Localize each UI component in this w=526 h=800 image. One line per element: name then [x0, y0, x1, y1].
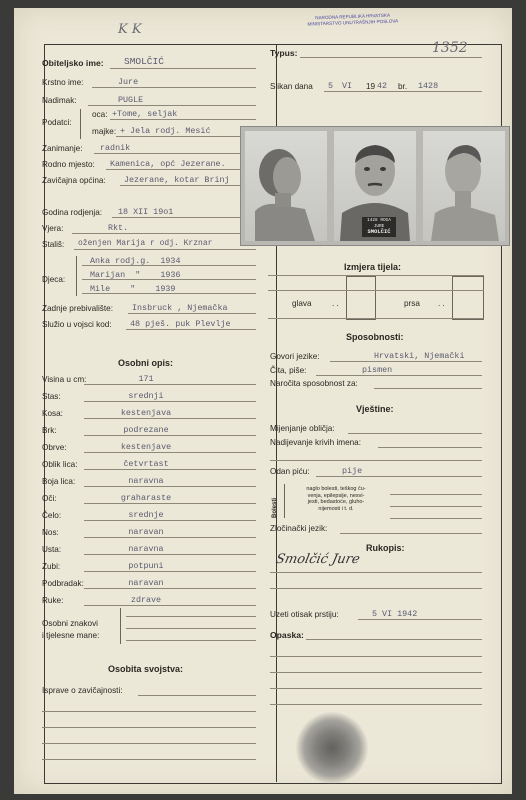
rule [82, 265, 256, 266]
rule [88, 105, 256, 106]
photo-year: 42 [377, 81, 388, 91]
stamp-line-2: MINISTARSTVO UNUTRAŠNJIH POSLOVA [307, 18, 399, 27]
description-label: Stas: [42, 392, 61, 401]
profile-right-photo [423, 131, 505, 241]
religion-label: Vjera: [42, 224, 64, 233]
rule [42, 759, 256, 760]
residence-label: Zadnje prebivalište: [42, 304, 113, 313]
rule [270, 672, 482, 673]
profile-left-photo [245, 131, 327, 241]
description-title: Osobni opis: [118, 358, 173, 368]
diseases-line-2: venja, epilepsije, nesvi- [307, 492, 365, 499]
child-row-3: Mile " 1939 [90, 284, 176, 294]
description-label: Boja lica: [42, 477, 76, 486]
front-photo [334, 131, 416, 241]
photo-day: 5 [328, 81, 334, 91]
photo-year-prefix: 19 [366, 82, 376, 91]
mother-label: majke: [92, 127, 117, 136]
municipality-label: Zavičajna općina: [42, 176, 106, 185]
type-label: Typus: [270, 48, 298, 58]
surname-value: SMOLČIĆ [124, 56, 164, 67]
diseases-vertical: Bolesti [272, 497, 278, 518]
rule [126, 329, 256, 330]
nickname-value: PUGLE [118, 95, 144, 105]
rule [72, 233, 256, 234]
face-change-label: Mijenjanje obličja: [270, 424, 335, 433]
rule [390, 494, 482, 495]
measure-box-right [452, 276, 484, 320]
rule [270, 572, 482, 573]
birthplace-label: Rodno mjesto: [42, 160, 95, 169]
marks-label-1: Osobni znakovi [42, 619, 98, 628]
languages-label: Govori jezike: [270, 352, 320, 361]
fingerprint-date-value: 5 VI 1942 [372, 609, 418, 619]
plate-line-3: SMOLČIĆ [367, 228, 391, 235]
description-value: potpuni [128, 561, 164, 571]
measure-box-left [346, 276, 376, 320]
photo-date-label: Slikan dana [270, 82, 313, 91]
diseases-line-3: jesti, bedastoće, gluho- [307, 499, 365, 505]
residence-value: Insbruck , Njemačka [132, 303, 228, 313]
skills-title: Vještine: [356, 404, 394, 414]
rule [390, 518, 482, 519]
rule [84, 418, 256, 419]
rule [330, 361, 482, 362]
rule [126, 640, 256, 641]
rule [84, 384, 256, 385]
name-plate [362, 218, 396, 235]
description-value: 171 [138, 374, 154, 384]
file-number: 1352 [432, 40, 468, 56]
rule [84, 537, 256, 538]
rule [340, 533, 482, 534]
rule [84, 554, 256, 555]
rule [84, 452, 256, 453]
occupation-label: Zanimanje: [42, 144, 83, 153]
rule [74, 249, 256, 250]
rule [84, 401, 256, 402]
note-label: Opaska: [270, 630, 304, 640]
rule [82, 279, 256, 280]
signature: Smolčić Jure [274, 552, 362, 567]
description-value: naravan [128, 578, 164, 588]
description-value: naravan [128, 527, 164, 537]
plate-line-1: 1428 ROGA [367, 218, 391, 223]
religion-value: Rkt. [108, 223, 129, 233]
description-value: srednji [128, 391, 164, 401]
details-label: Podatci: [42, 118, 72, 127]
description-label: Visina u cm: [42, 375, 87, 384]
abilities-title: Sposobnosti: [346, 332, 404, 342]
fingerprint-date-label: Uzeti otisak prstiju: [270, 610, 339, 619]
rule [390, 506, 482, 507]
municipality-value: Jezerane, kotar Brinj [124, 175, 230, 185]
rule [268, 290, 484, 291]
military-label: Služio u vojsci kod: [42, 320, 112, 329]
rule [92, 87, 256, 88]
literacy-value: pismen [362, 365, 393, 375]
profile-left-figure [245, 131, 327, 241]
description-value: naravna [128, 544, 164, 554]
false-names-label: Nadijevanje krivih imena: [270, 438, 362, 447]
surname-label: Obiteljsko ime: [42, 58, 104, 68]
rule [84, 503, 256, 504]
conduct-label: Isprave o zavičajnosti: [42, 686, 123, 695]
child-row-1: Anka rodj.g. 1934 [90, 256, 181, 266]
rule [270, 688, 482, 689]
children-label: Djeca: [42, 275, 66, 284]
rule [348, 433, 482, 434]
official-stamp [298, 12, 409, 44]
mugshot-photo [240, 126, 510, 246]
rule [42, 743, 256, 744]
rule [358, 619, 482, 620]
rule [270, 704, 482, 705]
status-label: Stališ: [42, 240, 65, 249]
rule [94, 153, 256, 154]
rule [84, 486, 256, 487]
description-value: kestenjave [120, 442, 172, 452]
handwritten-kk: K K [118, 22, 142, 37]
rule [316, 476, 482, 477]
rule [84, 520, 256, 521]
description-label: Čelo: [42, 511, 62, 520]
rule [374, 388, 482, 389]
photo-no-label: br. [398, 82, 408, 91]
rule [126, 628, 256, 629]
brace [76, 256, 77, 296]
measure-head-dots: . . [332, 299, 339, 308]
status-value: oženjen Marija r odj. Krznar [78, 239, 213, 248]
drink-label: Odan piću: [270, 467, 310, 476]
rule [126, 616, 256, 617]
rule [120, 185, 256, 186]
traits-title: Osobita svojstva: [108, 664, 184, 674]
brace [284, 484, 285, 518]
rule [378, 447, 482, 448]
diseases-line-1: naglo bolesti, teškog ču- [306, 486, 366, 492]
rule [106, 169, 256, 170]
rule [84, 571, 256, 572]
mother-value: + Jela rodj. Mesić [120, 126, 211, 136]
fingerprint-mark [296, 712, 368, 784]
rule [82, 293, 256, 294]
brace [120, 608, 121, 644]
father-value: +Tome, seljak [112, 109, 178, 119]
description-label: Ruke: [42, 596, 64, 605]
occupation-value: radnik [100, 143, 131, 153]
child-row-2: Marijan " 1936 [90, 270, 181, 280]
marks-label-2: i tjelesne mane: [42, 631, 100, 640]
rule [42, 711, 256, 712]
stamp-line-1: NARODNA REPUBLIKA HRVATSKA [315, 12, 391, 21]
rule [42, 727, 256, 728]
diseases-text [286, 486, 386, 512]
measure-head-label: glava [292, 299, 312, 308]
description-label: Zubi: [42, 562, 61, 571]
photo-no: 1428 [418, 81, 439, 91]
description-value: četvrtast [123, 459, 169, 469]
drink-value: pije [342, 466, 363, 476]
rule [324, 91, 482, 92]
rule [110, 119, 256, 120]
literacy-label: Čita, piše: [270, 366, 307, 375]
plate-line-2: JURE [373, 223, 385, 229]
first-name-value: Jure [118, 77, 139, 87]
description-label: Kosa: [42, 409, 63, 418]
description-label: Nos: [42, 528, 59, 537]
nickname-label: Nadimak: [42, 96, 77, 105]
rule [270, 588, 482, 589]
rule [270, 656, 482, 657]
photo-month: VI [342, 81, 353, 91]
handwriting-title: Rukopis: [366, 543, 405, 553]
rule [128, 313, 256, 314]
description-label: Podbradak: [42, 579, 84, 588]
description-label: Usta: [42, 545, 62, 554]
description-label: Obrve: [42, 443, 67, 452]
profile-right-figure [423, 131, 505, 241]
birthplace-value: Kamenica, opć Jezerane. [110, 159, 226, 169]
criminal-lang-label: Zločinački jezik: [270, 524, 328, 533]
rule [268, 318, 484, 319]
first-name-label: Krstno ime: [42, 78, 84, 87]
birth-date-value: 18 XII 19o1 [118, 207, 174, 217]
rule [116, 136, 256, 137]
brace [80, 109, 81, 139]
father-label: oca: [92, 110, 108, 119]
rule [270, 460, 482, 461]
rule [306, 639, 482, 640]
description-value: kestenjava [120, 408, 172, 418]
description-label: Oblik lica: [42, 460, 78, 469]
rule [316, 375, 482, 376]
special-label: Naročita sposobnost za: [270, 379, 358, 388]
description-label: Oči: [42, 494, 57, 503]
rule [84, 605, 256, 606]
rule [138, 695, 256, 696]
rule [84, 588, 256, 589]
measure-chest-label: prsa [404, 299, 420, 308]
rule [300, 57, 482, 58]
birth-date-label: Godina rodjenja: [42, 208, 103, 217]
measure-chest-dots: . . [438, 299, 445, 308]
diseases-line-4: nijemosti i t. d. [318, 505, 354, 512]
description-value: naravna [128, 476, 164, 486]
military-value: 48 pješ. puk Plevlje [130, 319, 231, 329]
description-label: Brk: [42, 426, 57, 435]
description-value: podrezane [123, 425, 169, 435]
rule [112, 217, 256, 218]
languages-value: Hrvatski, Njemački [374, 351, 465, 361]
rule [84, 435, 256, 436]
description-value: zdrave [130, 595, 162, 605]
rule [84, 469, 256, 470]
description-value: srednje [128, 510, 164, 520]
rule [110, 68, 256, 69]
description-value: graharaste [120, 493, 172, 503]
measure-title: Izmjera tijela: [344, 262, 402, 272]
